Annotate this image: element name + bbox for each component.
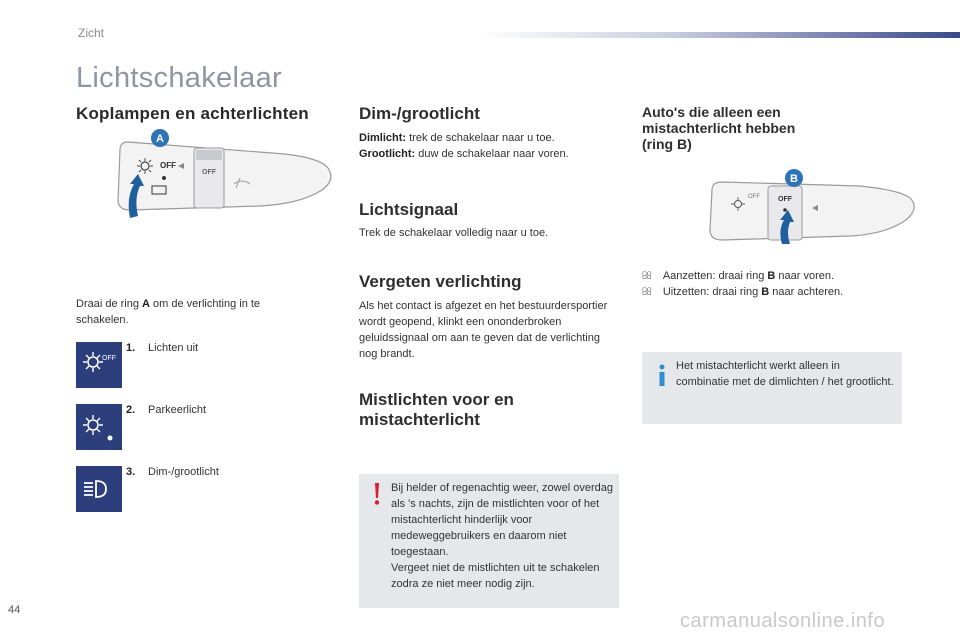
heading-fog: Mistlichten voor en mistachterlicht xyxy=(359,390,514,429)
stalk-off-label-2: OFF xyxy=(778,196,792,203)
item-label-1: Lichten uit xyxy=(148,342,199,354)
exclamation-icon xyxy=(371,482,383,506)
forget-text: Als het contact is afgezet en het bestuurdersportier wordt geopend, klinkt een ononderbroken geluidssignaal om aan te geven dat de verlichting nog brandt. xyxy=(359,300,608,360)
stalk-illustration-b xyxy=(700,168,950,248)
dim-text-1: Dimlicht: trek de schakelaar naar u toe. xyxy=(359,132,555,144)
info-icon xyxy=(656,364,668,388)
section-label: Zicht xyxy=(78,26,105,40)
headlight-tile xyxy=(76,466,122,512)
stalk-illustration-a xyxy=(110,128,340,228)
watermark: carmanualsonline.info xyxy=(680,610,886,632)
sun-dot-icon xyxy=(76,404,122,450)
ring-a-badge: A xyxy=(156,133,164,145)
headlight-icon xyxy=(76,466,122,512)
heading-signal: Lichtsignaal xyxy=(359,200,459,219)
warning-box xyxy=(359,474,619,608)
parking-light-tile xyxy=(76,404,122,450)
stalk-off-label-1: OFF xyxy=(748,194,760,200)
info-text: Het mistachterlicht werkt alleen in combinatie met de dimlichten / het grootlicht. xyxy=(676,360,894,388)
stalk-off-label-1: OFF xyxy=(160,161,176,170)
item-label-3: Dim-/grootlicht xyxy=(148,466,219,478)
heading-dim: Dim-/grootlicht xyxy=(359,104,480,123)
page-number: 44 xyxy=(8,604,21,616)
warning-text: Bij helder of regenachtig weer, zowel overdag als 's nachts, zijn de mistlichten voor of het mistachterlicht hinderlijk voor medeweggebruikers en daarom niet toegestaan. Vergeet niet de mistlichten uit te schakelen zodra ze niet meer nodig zijn. xyxy=(391,482,613,590)
bullet-off: Uitzetten: draai ring B naar achteren. xyxy=(642,284,902,301)
checkbox-bullet-icon xyxy=(642,287,652,298)
item-label-2: Parkeerlicht xyxy=(148,404,207,416)
svg-text:OFF: OFF xyxy=(102,355,116,362)
lights-off-tile xyxy=(76,342,122,388)
checkbox-bullet-icon xyxy=(642,271,652,282)
stalk-off-label-2: OFF xyxy=(202,169,216,176)
intro-text: Draai de ring A om de verlichting in te schakelen. xyxy=(76,298,261,326)
sun-off-icon xyxy=(76,342,122,388)
heading-rear-fog: Auto's die alleen een mistachterlicht hebben (ring B) xyxy=(642,104,796,152)
item-num-3: 3. xyxy=(126,466,136,478)
page-title: Lichtschakelaar xyxy=(76,62,282,94)
info-box xyxy=(642,352,902,424)
ring-b-badge: B xyxy=(790,173,798,185)
item-num-1: 1. xyxy=(126,342,136,354)
signal-text: Trek de schakelaar volledig naar u toe. xyxy=(359,227,549,239)
header-bar xyxy=(480,32,960,38)
bullet-on: Aanzetten: draai ring B naar voren. xyxy=(642,268,902,285)
dim-text-2: Grootlicht: duw de schakelaar naar voren. xyxy=(359,148,569,160)
item-num-2: 2. xyxy=(126,404,136,416)
heading-headlights: Koplampen en achterlichten xyxy=(76,104,309,123)
heading-forget: Vergeten verlichting xyxy=(359,272,522,291)
